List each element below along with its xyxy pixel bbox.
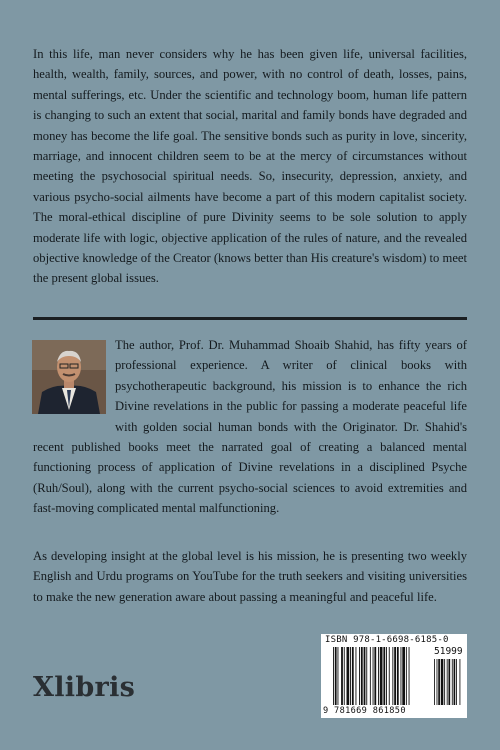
price-bar: [444, 659, 445, 705]
barcode-bar: [401, 647, 402, 705]
barcode-bar: [361, 647, 363, 705]
barcode-bar: [356, 647, 357, 705]
barcode-bar: [338, 647, 339, 705]
barcode-bar: [352, 647, 354, 705]
author-bio: [33, 335, 467, 519]
barcode-bar: [406, 647, 407, 705]
barcode-bar: [359, 647, 360, 705]
barcode-bar: [344, 647, 345, 705]
price-bar: [454, 659, 456, 705]
price-bar: [452, 659, 453, 705]
barcode-bar: [409, 647, 410, 705]
isbn-barcode: [321, 634, 467, 718]
barcode-bar: [397, 647, 399, 705]
barcode-bar: [350, 647, 351, 705]
barcode-digits: 9 781669 861850: [323, 706, 406, 716]
barcode-bar: [366, 647, 367, 705]
publisher-logo: Xlibris: [33, 672, 136, 703]
barcode-bar: [380, 647, 383, 705]
barcode-bar: [370, 647, 371, 705]
barcode-bar: [386, 647, 387, 705]
barcode-bar: [392, 647, 393, 705]
price-bar: [448, 659, 450, 705]
price-bar: [460, 659, 461, 705]
price-bar: [438, 659, 440, 705]
blurb-paragraph: In this life, man never considers why he has been given life, universal facilities, health, wealth, family, sources, and power, with no control of death, losses, pains, mental sufferings, etc. Under the scientific and technology boom, human life pattern is changing to such an extent that social, marital and family bonds have degraded and money has become the life goal. The sensitive bonds such as purity in love, sincerity, marriage, and innocent children seem to be at the mercy of circumstances without meeting the psychosocial spiritual needs. So, insecurity, depression, anxiety, and various psycho-social ailments have become a part of this modern capitalist society. The moral-ethical discipline of pure Divinity seems to be sole solution to apply moderate life with logic, objective application of the rules of nature, and the revealed objective knowledge of the Creator (knows better than His creature's wisdom) to meet the present global issues.: [33, 47, 467, 286]
price-bar: [456, 659, 457, 705]
barcode-bar: [335, 647, 337, 705]
barcode-bar: [333, 647, 334, 705]
barcode-bar: [347, 647, 350, 705]
isbn-text: ISBN 978-1-6698-6185-0: [325, 635, 449, 645]
barcode-bar: [364, 647, 366, 705]
price-bar: [434, 659, 435, 705]
barcode-bar: [402, 647, 405, 705]
photo-spacer: [33, 335, 115, 417]
price-bar: [437, 659, 438, 705]
divider-rule: [33, 317, 467, 320]
price-bar: [441, 659, 444, 705]
barcode-bar: [383, 647, 385, 705]
author-mission: As developing insight at the global level is his mission, he is presenting two weekly English and Urdu programs on YouTube for the truth seekers and visiting universities to make the new generation aware about passing a meaningful and peaceful life.: [33, 549, 467, 604]
barcode-bar: [378, 647, 379, 705]
price-bar: [447, 659, 448, 705]
barcode-bar: [373, 647, 374, 705]
barcode-bar: [374, 647, 376, 705]
price-code: 51999: [434, 646, 463, 657]
author-bio-text: The author, Prof. Dr. Muhammad Shoaib Shahid, has fifty years of professional experience. A writer of clinical books with psychotherapeutic background, his mission is to enhance the rich Divine revelations in the public for passing a moderate peaceful life with golden social human bonds with the Originator. Dr. Shahid's recent published books meet the narrated goal of creating a balanced mental functioning process of application of Divine revelations in a disciplined Psyche (Ruh/Soul), along with the current psycho-social sciences to avoid extremities and fast-moving complicated mental malfunctioning.: [33, 338, 467, 516]
barcode-bar: [341, 647, 343, 705]
barcode-bar: [389, 647, 390, 705]
barcode-bar: [394, 647, 396, 705]
